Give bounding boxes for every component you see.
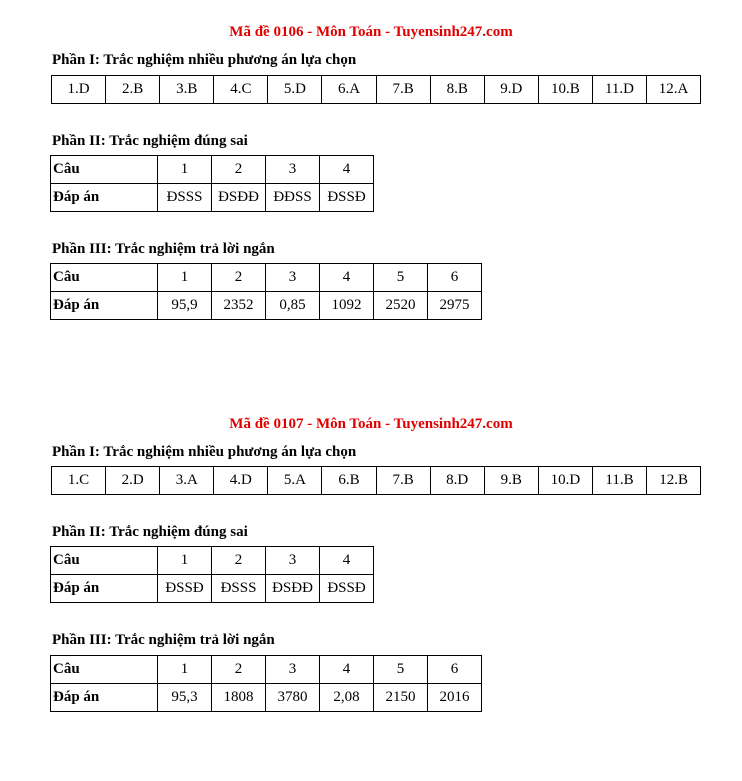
- answer-cell: ĐSSS: [158, 184, 212, 212]
- part2-heading: Phần II: Trắc nghiệm đúng sai: [52, 524, 248, 540]
- answer-cell: ĐSSĐ: [158, 575, 212, 603]
- answer-cell: 2975: [428, 292, 482, 320]
- answer-cell: 3.A: [160, 467, 214, 495]
- answer-cell: ĐSĐĐ: [266, 575, 320, 603]
- answer-cell: 11.B: [592, 467, 646, 495]
- question-number: 5: [374, 656, 428, 684]
- answer-cell: 0,85: [266, 292, 320, 320]
- part2-answer-table: [50, 546, 374, 603]
- question-number: 1: [158, 656, 212, 684]
- part1-answer-table: [51, 466, 701, 495]
- question-number: 2: [212, 656, 266, 684]
- row-label-answer: Đáp án: [51, 575, 158, 603]
- row-label-answer: Đáp án: [51, 684, 158, 712]
- answer-cell: 2352: [212, 292, 266, 320]
- question-number: 3: [266, 264, 320, 292]
- question-number: 5: [374, 264, 428, 292]
- question-number: 1: [158, 264, 212, 292]
- answer-cell: 10.D: [538, 467, 592, 495]
- table-row: [52, 76, 701, 104]
- row-label-question: Câu: [51, 264, 158, 292]
- exam-title-0106: Mã đề 0106 - Môn Toán - Tuyensinh247.com: [229, 24, 513, 40]
- row-label-question: Câu: [51, 156, 158, 184]
- question-number: 1: [158, 156, 212, 184]
- answer-cell: 12.A: [647, 76, 701, 104]
- answer-cell: 2016: [428, 684, 482, 712]
- answer-cell: 9.B: [484, 467, 538, 495]
- answer-cell: 3780: [266, 684, 320, 712]
- question-number: 4: [320, 547, 374, 575]
- table-row: [51, 292, 482, 320]
- answer-cell: 5.A: [268, 467, 322, 495]
- part3-heading: Phần III: Trắc nghiệm trả lời ngắn: [52, 241, 275, 257]
- question-number: 4: [320, 264, 374, 292]
- part3-heading: Phần III: Trắc nghiệm trả lời ngắn: [52, 632, 275, 648]
- row-label-question: Câu: [51, 656, 158, 684]
- answer-cell: 1.C: [52, 467, 106, 495]
- answer-cell: 95,9: [158, 292, 212, 320]
- answer-cell: 2.B: [106, 76, 160, 104]
- part1-answer-table: [51, 75, 701, 104]
- question-number: 4: [320, 656, 374, 684]
- row-label-answer: Đáp án: [51, 184, 158, 212]
- answer-cell: 1.D: [52, 76, 106, 104]
- answer-cell: 2150: [374, 684, 428, 712]
- answer-cell: 1092: [320, 292, 374, 320]
- row-label-question: Câu: [51, 547, 158, 575]
- answer-cell: 5.D: [268, 76, 322, 104]
- answer-cell: 11.D: [592, 76, 646, 104]
- answer-cell: 6.B: [322, 467, 376, 495]
- answer-cell: 4.C: [214, 76, 268, 104]
- question-number: 6: [428, 656, 482, 684]
- question-number: 2: [212, 547, 266, 575]
- answer-cell: 1808: [212, 684, 266, 712]
- answer-cell: ĐSSĐ: [320, 575, 374, 603]
- table-row: [51, 547, 374, 575]
- answer-cell: ĐSĐĐ: [212, 184, 266, 212]
- question-number: 3: [266, 547, 320, 575]
- part1-heading: Phần I: Trắc nghiệm nhiều phương án lựa chọn: [52, 52, 357, 68]
- question-number: 1: [158, 547, 212, 575]
- table-row: [51, 184, 374, 212]
- answer-cell: 4.D: [214, 467, 268, 495]
- part2-answer-table: [50, 155, 374, 212]
- answer-cell: 6.A: [322, 76, 376, 104]
- answer-cell: 7.B: [376, 467, 430, 495]
- part2-heading: Phần II: Trắc nghiệm đúng sai: [52, 133, 248, 149]
- row-label-answer: Đáp án: [51, 292, 158, 320]
- part3-answer-table: [50, 655, 482, 712]
- question-number: 4: [320, 156, 374, 184]
- question-number: 3: [266, 156, 320, 184]
- table-row: [51, 156, 374, 184]
- question-number: 3: [266, 656, 320, 684]
- question-number: 2: [212, 156, 266, 184]
- answer-cell: 2520: [374, 292, 428, 320]
- answer-cell: 12.B: [647, 467, 701, 495]
- answer-cell: ĐSSS: [212, 575, 266, 603]
- answer-cell: 2,08: [320, 684, 374, 712]
- answer-cell: 7.B: [376, 76, 430, 104]
- answer-cell: ĐĐSS: [266, 184, 320, 212]
- question-number: 6: [428, 264, 482, 292]
- answer-cell: ĐSSĐ: [320, 184, 374, 212]
- table-row: [51, 656, 482, 684]
- answer-cell: 9.D: [484, 76, 538, 104]
- table-row: [51, 575, 374, 603]
- answer-cell: 95,3: [158, 684, 212, 712]
- answer-cell: 10.B: [538, 76, 592, 104]
- part3-answer-table: [50, 263, 482, 320]
- table-row: [52, 467, 701, 495]
- table-row: [51, 684, 482, 712]
- exam-title-0107: Mã đề 0107 - Môn Toán - Tuyensinh247.com: [229, 416, 513, 432]
- answer-cell: 3.B: [160, 76, 214, 104]
- answer-cell: 8.B: [430, 76, 484, 104]
- answer-cell: 8.D: [430, 467, 484, 495]
- table-row: [51, 264, 482, 292]
- question-number: 2: [212, 264, 266, 292]
- answer-cell: 2.D: [106, 467, 160, 495]
- part1-heading: Phần I: Trắc nghiệm nhiều phương án lựa chọn: [52, 444, 357, 460]
